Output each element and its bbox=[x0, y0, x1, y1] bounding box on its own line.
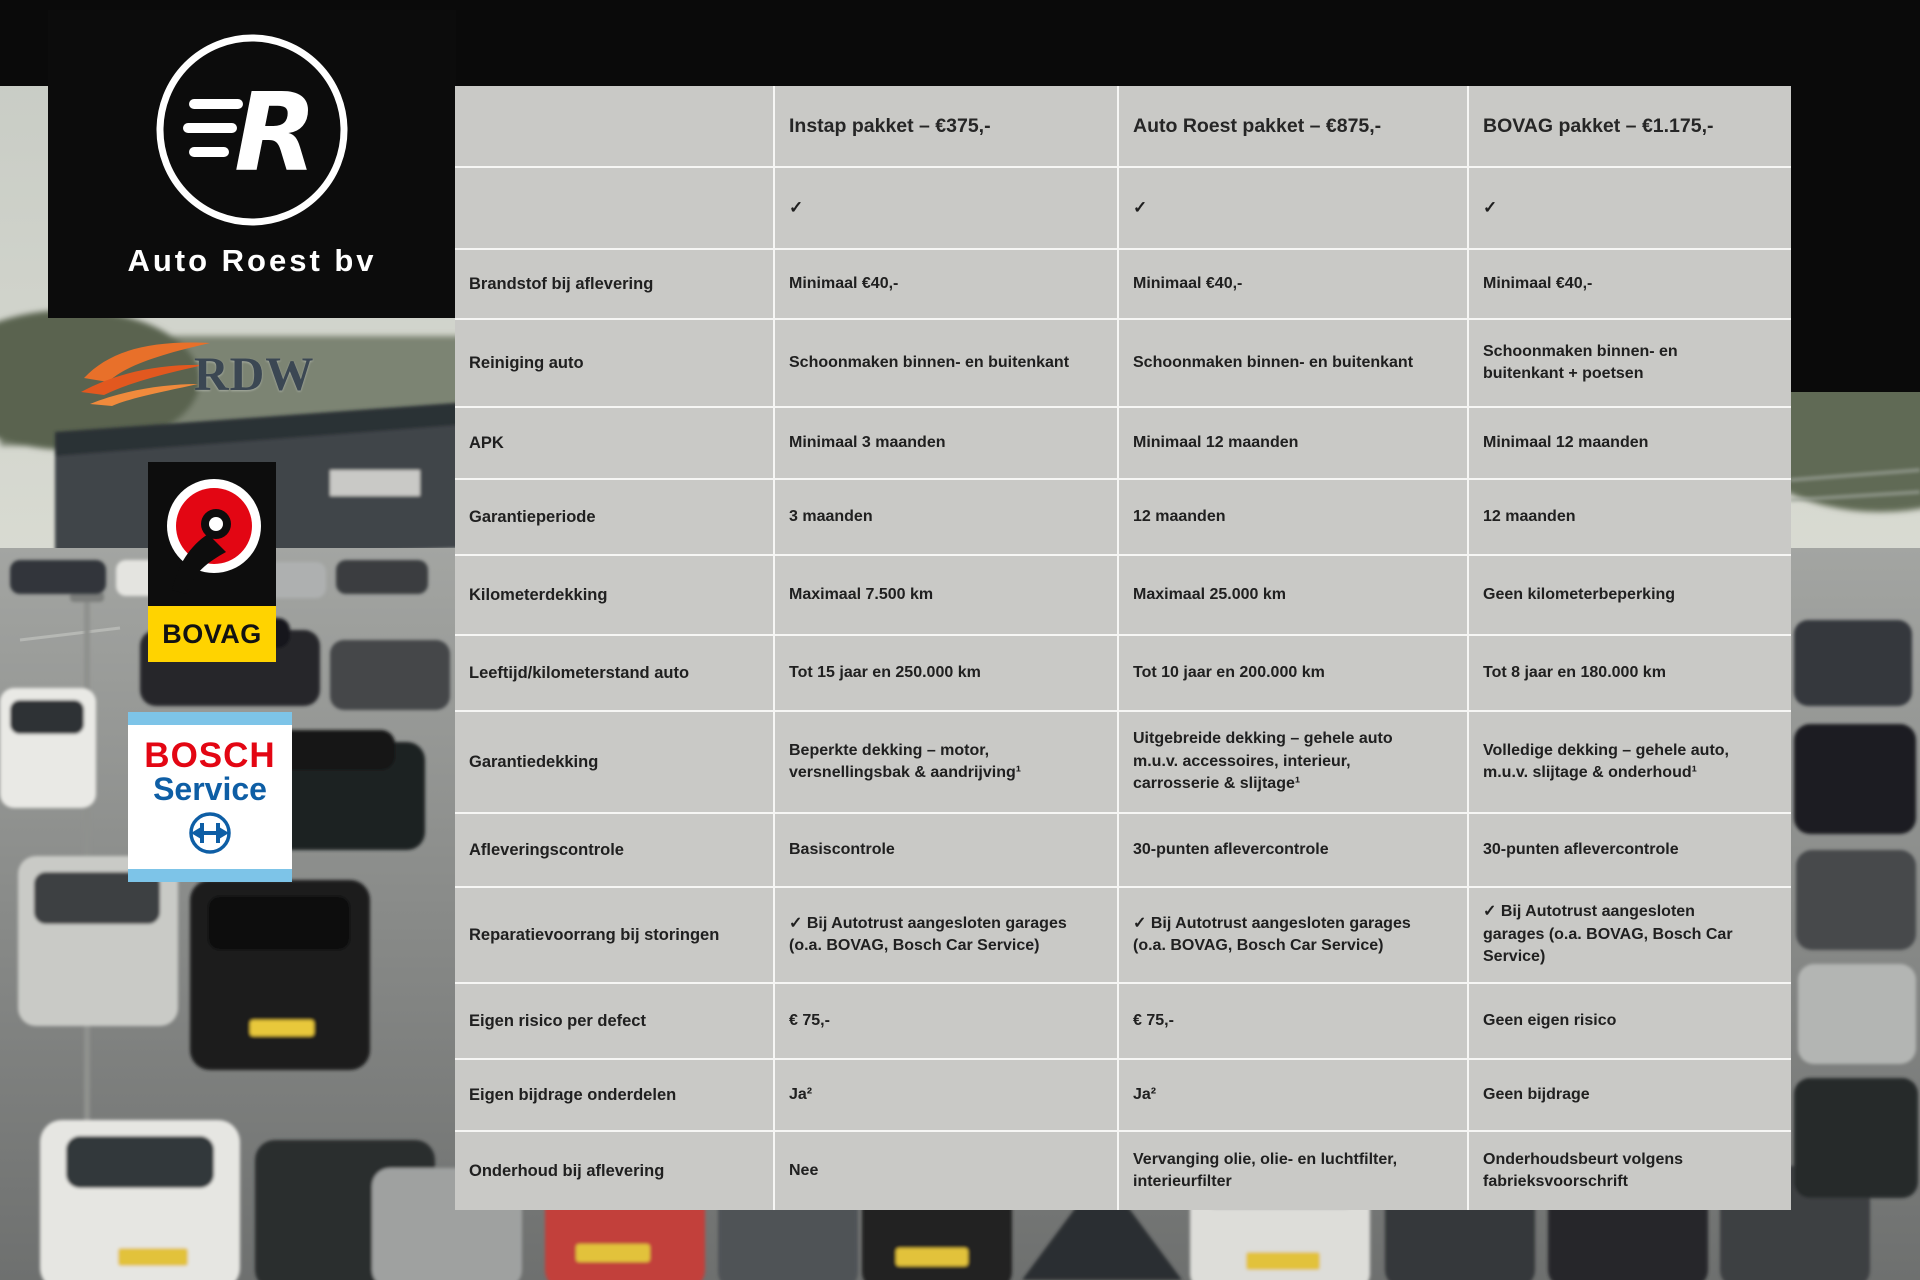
cell-auto-roest: Uitgebreide dekking – gehele auto m.u.v. accessoires, interieur, carrosserie & slijtage¹ bbox=[1119, 712, 1469, 812]
cell-auto-roest: 12 maanden bbox=[1119, 480, 1469, 554]
column-header-auto-roest-pakket: Auto Roest pakket – €875,- bbox=[1119, 86, 1469, 166]
cell-auto-roest: Maximaal 25.000 km bbox=[1119, 556, 1469, 634]
row-label bbox=[455, 168, 775, 248]
cell-bovag: Schoonmaken binnen- en buitenkant + poetsen bbox=[1469, 320, 1791, 406]
right-black-panel bbox=[1791, 0, 1920, 392]
row-label: Eigen bijdrage onderdelen bbox=[455, 1060, 775, 1130]
header-empty bbox=[455, 86, 775, 166]
cell-instap: Nee bbox=[775, 1132, 1119, 1210]
cell-instap: Basiscontrole bbox=[775, 814, 1119, 886]
cell-bovag: Geen kilometerbeperking bbox=[1469, 556, 1791, 634]
cell-instap: € 75,- bbox=[775, 984, 1119, 1058]
bosch-top-stripe bbox=[128, 712, 292, 725]
cell-instap: Minimaal €40,- bbox=[775, 250, 1119, 318]
row-label: Reparatievoorrang bij storingen bbox=[455, 888, 775, 982]
cell-bovag: Minimaal €40,- bbox=[1469, 250, 1791, 318]
package-comparison-table bbox=[455, 86, 1791, 1210]
table-row-kilometerdekking bbox=[455, 556, 1791, 636]
cell-bovag: Geen bijdrage bbox=[1469, 1060, 1791, 1130]
cell-instap: Schoonmaken binnen- en buitenkant bbox=[775, 320, 1119, 406]
row-label: APK bbox=[455, 408, 775, 478]
bovag-badge bbox=[148, 462, 276, 662]
cell-bovag: Volledige dekking – gehele auto, m.u.v. slijtage & onderhoud¹ bbox=[1469, 712, 1791, 812]
cell-auto-roest: Minimaal 12 maanden bbox=[1119, 408, 1469, 478]
bosch-service-badge bbox=[128, 712, 292, 882]
bosch-service-label: Service bbox=[153, 771, 267, 808]
table-row-brandstof bbox=[455, 250, 1791, 320]
bosch-wordmark: BOSCH bbox=[144, 736, 276, 776]
cell-bovag: Onderhoudsbeurt volgens fabrieksvoorschrift bbox=[1469, 1132, 1791, 1210]
row-label: Leeftijd/kilometerstand auto bbox=[455, 636, 775, 710]
auto-roest-logo-panel bbox=[48, 10, 456, 318]
table-row-garantieperiode bbox=[455, 480, 1791, 556]
bosch-armature-icon bbox=[187, 810, 233, 856]
table-row-included-check bbox=[455, 168, 1791, 250]
row-label: Eigen risico per defect bbox=[455, 984, 775, 1058]
table-row-eigen-risico bbox=[455, 984, 1791, 1060]
table-row-afleveringscontrole bbox=[455, 814, 1791, 888]
cell-instap: Tot 15 jaar en 250.000 km bbox=[775, 636, 1119, 710]
cell-auto-roest: 30-punten aflevercontrole bbox=[1119, 814, 1469, 886]
column-header-bovag-pakket: BOVAG pakket – €1.175,- bbox=[1469, 86, 1791, 166]
row-label: Afleveringscontrole bbox=[455, 814, 775, 886]
bovag-label: BOVAG bbox=[162, 618, 262, 649]
check-icon: ✓ bbox=[1119, 168, 1469, 248]
row-label: Reiniging auto bbox=[455, 320, 775, 406]
cell-instap: Ja² bbox=[775, 1060, 1119, 1130]
cell-auto-roest: Vervanging olie, olie- en luchtfilter, interieurfilter bbox=[1119, 1132, 1469, 1210]
table-row-eigen-bijdrage bbox=[455, 1060, 1791, 1132]
table-row-leeftijd-kilometerstand bbox=[455, 636, 1791, 712]
row-label: Brandstof bij aflevering bbox=[455, 250, 775, 318]
row-label: Garantiedekking bbox=[455, 712, 775, 812]
cell-auto-roest: Tot 10 jaar en 200.000 km bbox=[1119, 636, 1469, 710]
cell-bovag: ✓ Bij Autotrust aangesloten garages (o.a. BOVAG, Bosch Car Service) bbox=[1469, 888, 1791, 982]
cell-auto-roest: € 75,- bbox=[1119, 984, 1469, 1058]
cell-instap: Beperkte dekking – motor, versnellingsbak & aandrijving¹ bbox=[775, 712, 1119, 812]
cell-auto-roest: Minimaal €40,- bbox=[1119, 250, 1469, 318]
table-header-row bbox=[455, 86, 1791, 168]
cell-auto-roest: Ja² bbox=[1119, 1060, 1469, 1130]
brand-name: Auto Roest bv bbox=[127, 243, 377, 278]
cell-bovag: 12 maanden bbox=[1469, 480, 1791, 554]
rdw-label: RDW bbox=[194, 347, 315, 401]
table-row-apk bbox=[455, 408, 1791, 480]
bosch-bottom-stripe bbox=[128, 869, 292, 882]
cell-bovag: 30-punten aflevercontrole bbox=[1469, 814, 1791, 886]
auto-roest-logo-icon bbox=[150, 28, 355, 233]
check-icon: ✓ bbox=[1469, 168, 1791, 248]
cell-bovag: Geen eigen risico bbox=[1469, 984, 1791, 1058]
table-row-reiniging bbox=[455, 320, 1791, 408]
cell-bovag: Minimaal 12 maanden bbox=[1469, 408, 1791, 478]
cell-instap: ✓ Bij Autotrust aangesloten garages (o.a. BOVAG, Bosch Car Service) bbox=[775, 888, 1119, 982]
logo-monogram: R bbox=[233, 71, 317, 196]
cell-instap: Minimaal 3 maanden bbox=[775, 408, 1119, 478]
bosch-content bbox=[128, 725, 292, 869]
cell-instap: 3 maanden bbox=[775, 480, 1119, 554]
cell-instap: Maximaal 7.500 km bbox=[775, 556, 1119, 634]
table-row-reparatievoorrang bbox=[455, 888, 1791, 984]
cell-auto-roest: Schoonmaken binnen- en buitenkant bbox=[1119, 320, 1469, 406]
row-label: Kilometerdekking bbox=[455, 556, 775, 634]
table-row-garantiedekking bbox=[455, 712, 1791, 814]
cell-auto-roest: ✓ Bij Autotrust aangesloten garages (o.a. BOVAG, Bosch Car Service) bbox=[1119, 888, 1469, 982]
column-header-instap-pakket: Instap pakket – €375,- bbox=[775, 86, 1119, 166]
check-icon: ✓ bbox=[775, 168, 1119, 248]
bovag-band bbox=[148, 606, 276, 662]
table-row-onderhoud bbox=[455, 1132, 1791, 1210]
cell-bovag: Tot 8 jaar en 180.000 km bbox=[1469, 636, 1791, 710]
bovag-mark-icon bbox=[148, 462, 276, 606]
rdw-badge bbox=[78, 334, 314, 414]
row-label: Garantieperiode bbox=[455, 480, 775, 554]
row-label: Onderhoud bij aflevering bbox=[455, 1132, 775, 1210]
